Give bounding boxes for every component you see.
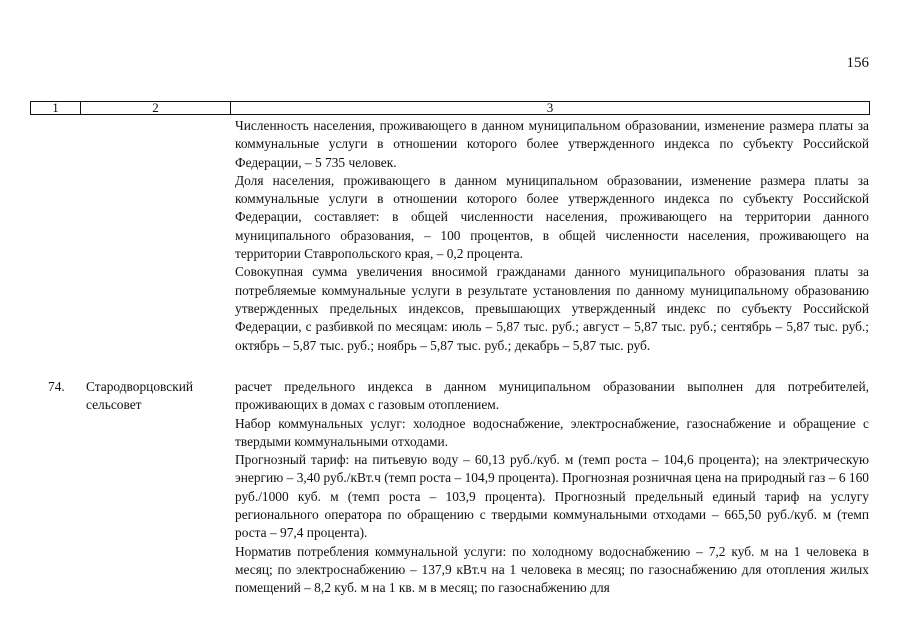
paragraph: Набор коммунальных услуг: холодное водоснабжение, электроснабжение, газоснабжение и обращение с твердыми коммунальными отходами.: [235, 415, 869, 449]
table-header-row: [30, 101, 870, 115]
page-number: 156: [846, 55, 869, 71]
row-description: [235, 378, 869, 598]
paragraph: Совокупная сумма увеличения вносимой гражданами данного муниципального образования платы за потребляемые коммунальные услуги в результате установления по данному муниципальному образованию утвержденных предельных индексов, превышающих утвержденный индекс по субъекту Российской Федерации, с разбивкой по месяцам: июль – 5,87 тыс. руб.; август – 5,87 тыс. руб.; сентябрь – 5,87 тыс. руб.; октябрь – 5,87 тыс. руб.; ноябрь – 5,87 тыс. руб.; декабрь – 5,87 тыс. руб.: [235, 264, 869, 353]
row-municipality-name: Стародворцовский сельсовет: [86, 379, 194, 413]
row-description: [235, 117, 869, 355]
table-header-col-2: 2: [81, 102, 231, 114]
paragraph: Прогнозный тариф: на питьевую воду – 60,13 руб./куб. м (темп роста – 104,6 процента); на электрическую энергию – 3,40 руб./кВт.ч (темп роста – 104,9 процента). Прогнозная розничная цена на природный газ – 6 160 руб./1000 куб. м (темп роста – 103,9 процента). Прогнозный предельный единый тариф на услугу регионального оператора по обращению с твердыми коммунальными отходами – 665,50 руб./куб. м (темп роста – 97,4 процента).: [235, 452, 869, 541]
table-header-col-1: 1: [31, 102, 81, 114]
paragraph: Численность населения, проживающего в данном муниципальном образовании, изменение размера платы за коммунальные услуги в отношении которого более утвержденного индекса по субъекту Российской Федерации, – 5 735 человек.: [235, 118, 869, 170]
paragraph: Доля населения, проживающего в данном муниципальном образовании, изменение размера платы за коммунальные услуги в отношении которого более утвержденного индекса по субъекту Российской Федерации, составляет: в общей численности населения, проживающего на территории данного муниципального образования, – 100 процентов, в общей численности населения, проживающего на территории Ставропольского края, – 0,2 процента.: [235, 172, 869, 262]
row-number: 74.: [48, 379, 65, 394]
table-header-col-3: 3: [546, 100, 554, 115]
paragraph: расчет предельного индекса в данном муниципальном образовании выполнен для потребителей, проживающих в домах с газовым отоплением.: [235, 379, 869, 413]
paragraph: Норматив потребления коммунальной услуги: по холодному водоснабжению – 7,2 куб. м на 1 человека в месяц; по электроснабжению – 137,9 кВт.ч на 1 человека в месяц; по газоснабжению для отопления жилых помещений – 8,2 куб. м на 1 кв. м в месяц; по газоснабжению для: [235, 543, 869, 596]
